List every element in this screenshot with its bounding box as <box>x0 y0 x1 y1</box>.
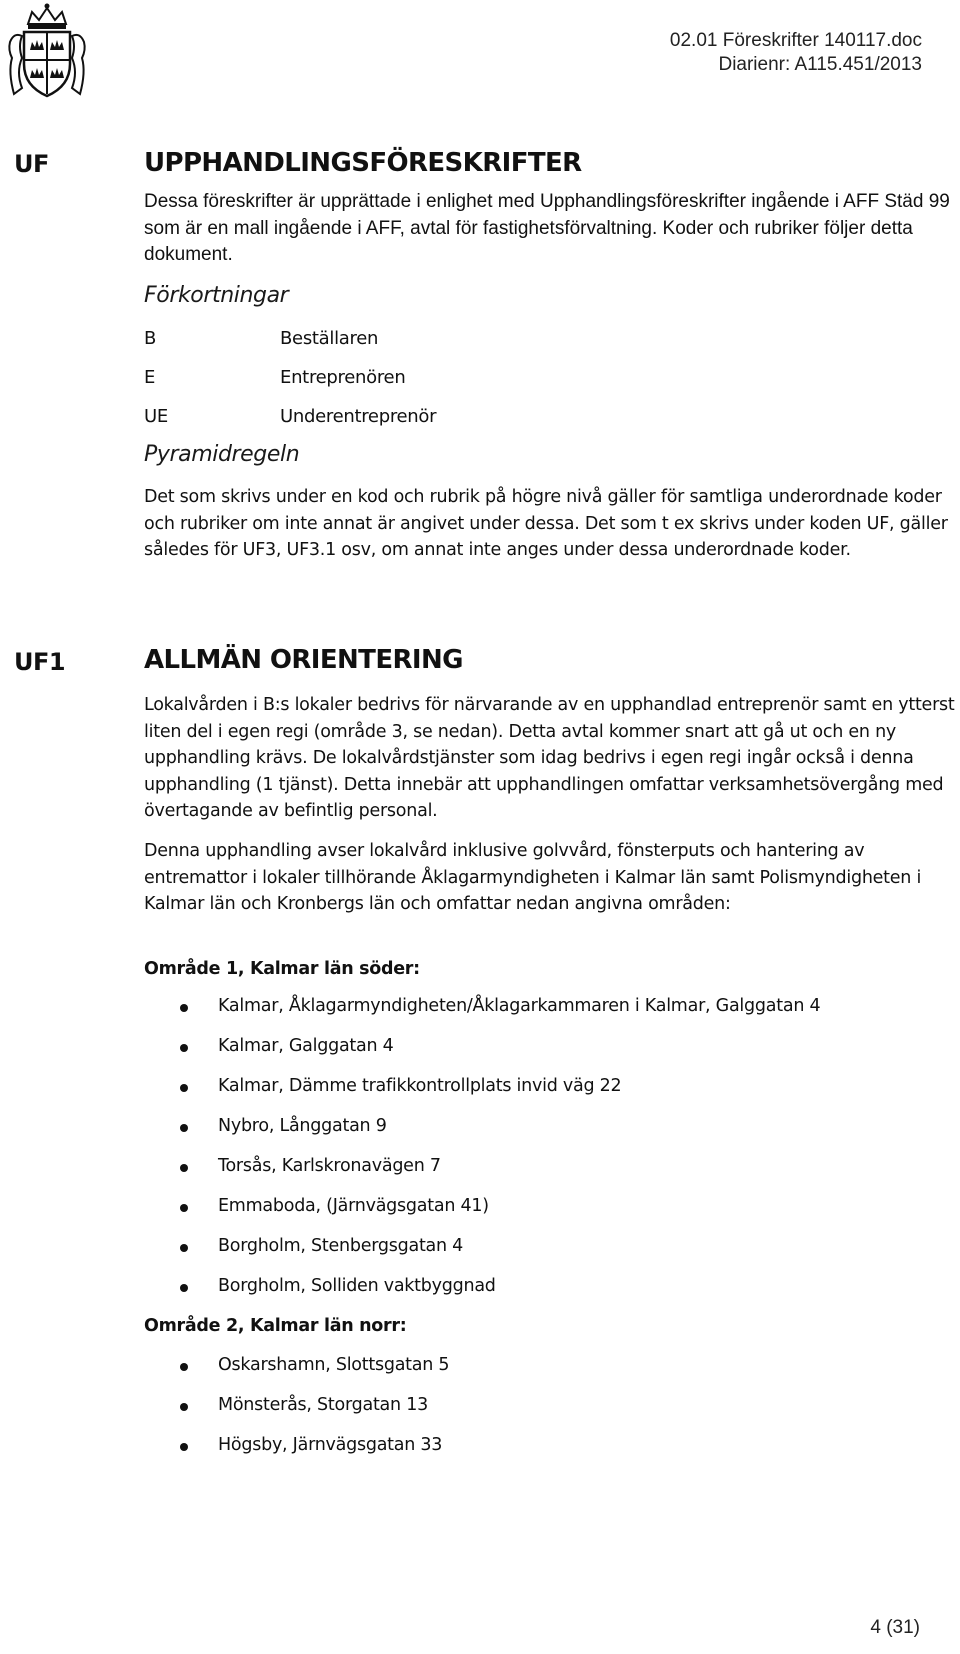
abbreviation-definition: Underentreprenör <box>280 406 437 427</box>
uf1-scope-paragraph: Denna upphandling avser lokalvård inklusive golvvård, fönsterputs och hantering av entremattor i lokaler tillhörande Åklagarmyndigheten i Kalmar län samt Polismyndigheten i Kalmar län och Kronbergs län och omfattar nedan angivna områden: <box>144 841 922 915</box>
bullet-icon <box>180 1363 188 1371</box>
section-code-uf1: UF1 <box>14 648 66 676</box>
bullet-icon <box>180 1124 188 1132</box>
document-filename: 02.01 Föreskrifter 140117.doc <box>669 30 922 51</box>
abbreviation-row <box>144 328 744 354</box>
pyramid-rule-paragraph: Det som skrivs under en kod och rubrik på högre nivå gäller för samtliga underordnade koder och rubriker om inte annat är angivet under dessa. Det som t ex skrivs under koden UF, gäller således för UF3, UF3.1 osv, om annat inte anges under dessa underordnade koder. <box>144 487 948 561</box>
bullet-icon <box>180 1403 188 1411</box>
bullet-icon <box>180 1284 188 1292</box>
abbreviation-term: B <box>144 328 157 349</box>
uf1-orientation-paragraph: Lokalvården i B:s lokaler bedrivs för närvarande av en upphandlad entreprenör samt en ytterst liten del i egen regi (område 3, se nedan). Detta avtal kommer snart att gå ut och en ny upphandling krävs. De lokalvårdstjänster som idag bedrivs i egen regi ingår också i denna upphandling (1 tjänst). Detta innebär att upphandlingen omfattar verksamhetsövergång med övertagande av befintlig personal. <box>144 695 955 822</box>
abbreviation-definition: Beställaren <box>280 328 379 349</box>
diarienummer: Diarienr: A115.451/2013 <box>718 54 922 75</box>
bullet-icon <box>180 1004 188 1012</box>
bullet-icon <box>180 1164 188 1172</box>
abbreviation-row <box>144 406 744 432</box>
abbreviation-term: UE <box>144 406 168 427</box>
bullet-icon <box>180 1084 188 1092</box>
uf-intro-paragraph: Dessa föreskrifter är upprättade i enlighet med Upphandlingsföreskrifter ingående i AFF Städ 99 som är en mall ingående i AFF, avtal för fastighetsförvaltning. Koder och rubriker följer detta dokument. <box>144 191 950 266</box>
pyramid-rule-heading: Pyramidregeln <box>144 442 300 467</box>
section-heading-uf: UPPHANDLINGSFÖRESKRIFTER <box>144 148 582 178</box>
section-code-uf: UF <box>14 150 49 178</box>
section-heading-uf1: ALLMÄN ORIENTERING <box>144 645 463 675</box>
area-1-heading: Område 1, Kalmar län söder: <box>144 959 420 979</box>
abbreviation-row <box>144 367 744 393</box>
abbreviation-term: E <box>144 367 156 388</box>
abbreviations-heading: Förkortningar <box>144 283 289 308</box>
abbreviation-definition: Entreprenören <box>280 367 406 388</box>
page-number: 4 (31) <box>870 1617 920 1638</box>
bullet-icon <box>180 1204 188 1212</box>
government-crest-icon <box>6 2 88 102</box>
bullet-icon <box>180 1244 188 1252</box>
bullet-icon <box>180 1443 188 1451</box>
area-2-heading: Område 2, Kalmar län norr: <box>144 1316 407 1336</box>
bullet-icon <box>180 1044 188 1052</box>
